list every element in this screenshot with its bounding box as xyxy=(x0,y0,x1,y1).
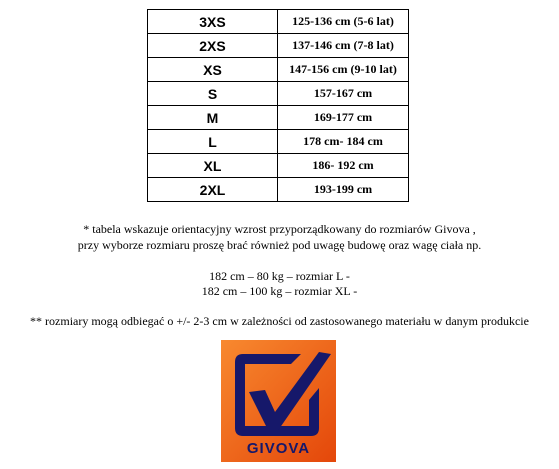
height-cell: 125-136 cm (5-6 lat) xyxy=(278,10,409,34)
height-cell: 178 cm- 184 cm xyxy=(278,130,409,154)
givova-logo xyxy=(221,340,336,462)
logo-text: GIVOVA xyxy=(246,440,311,457)
example-line-2: 182 cm – 100 kg – rozmiar XL - xyxy=(201,284,358,298)
size-cell: XS xyxy=(148,58,278,82)
height-cell: 137-146 cm (7-8 lat) xyxy=(278,34,409,58)
height-cell: 193-199 cm xyxy=(278,178,409,202)
height-cell: 147-156 cm (9-10 lat) xyxy=(278,58,409,82)
note-line-3: ** rozmiary mogą odbiegać o +/- 2-3 cm w zależności od zastosowanego materiału w danym produkcie xyxy=(30,314,529,328)
table-row xyxy=(148,10,409,34)
size-table-body xyxy=(148,10,409,202)
size-table xyxy=(147,9,409,202)
size-cell: 3XS xyxy=(148,10,278,34)
example-line-1: 182 cm – 80 kg – rozmiar L - xyxy=(209,269,350,283)
size-cell: M xyxy=(148,106,278,130)
height-cell: 169-177 cm xyxy=(278,106,409,130)
height-cell: 157-167 cm xyxy=(278,82,409,106)
table-row xyxy=(148,82,409,106)
table-row xyxy=(148,34,409,58)
table-row xyxy=(148,154,409,178)
table-row xyxy=(148,178,409,202)
table-row xyxy=(148,58,409,82)
note-line-1: * tabela wskazuje orientacyjny wzrost przyporządkowany do rozmiarów Givova , xyxy=(83,222,476,236)
size-cell: S xyxy=(148,82,278,106)
size-cell: XL xyxy=(148,154,278,178)
note-line-2: przy wyborze rozmiaru proszę brać również pod uwagę budowę oraz wagę ciała np. xyxy=(77,238,482,252)
height-cell: 186- 192 cm xyxy=(278,154,409,178)
size-cell: 2XL xyxy=(148,178,278,202)
size-cell: L xyxy=(148,130,278,154)
table-row xyxy=(148,130,409,154)
size-cell: 2XS xyxy=(148,34,278,58)
table-row xyxy=(148,106,409,130)
